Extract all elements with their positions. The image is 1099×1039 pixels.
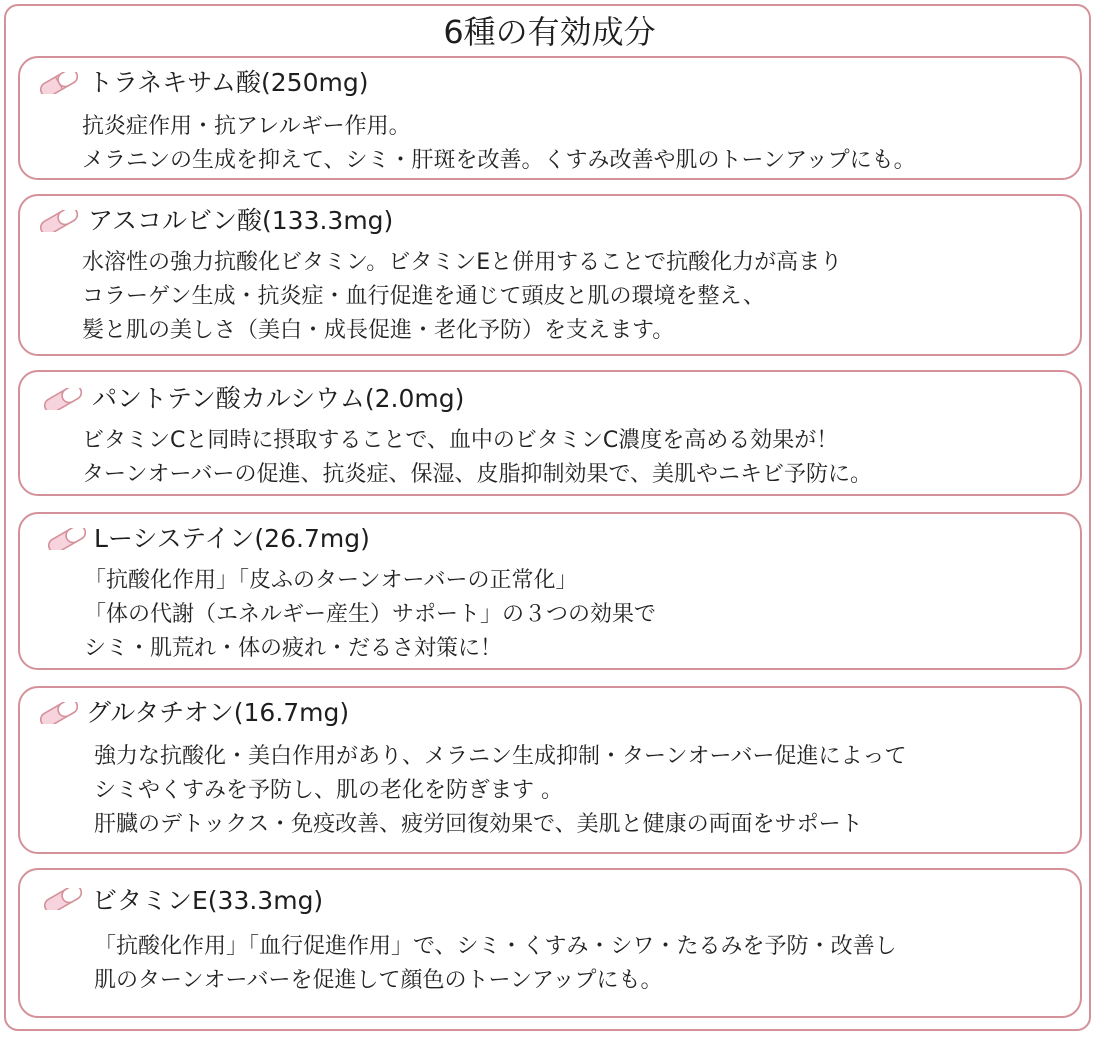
capsule-pill-icon	[36, 210, 82, 232]
description-line: 「体の代謝（エネルギー産生）サポート」の３つの効果で	[84, 602, 657, 627]
description-line: メラニンの生成を抑えて、シミ・肝斑を改善。くすみ改善や肌のトーンアップにも。	[82, 148, 916, 173]
ingredient-card-vitamin-e	[18, 868, 1082, 1018]
ingredient-description	[82, 246, 842, 348]
description-line: 水溶性の強力抗酸化ビタミン。ビタミンEと併用することで抗酸化力が高まり	[82, 250, 843, 275]
description-line: ターンオーバーの促進、抗炎症、保湿、皮脂抑制効果で、美肌やニキビ予防に。	[82, 462, 873, 487]
ingredient-title: パントテン酸カルシウム(2.0mg)	[92, 384, 465, 413]
capsule-pill-icon	[36, 72, 82, 94]
ingredient-description	[94, 930, 897, 998]
description-line: 強力な抗酸化・美白作用があり、メラニン生成抑制・ターンオーバー促進によって	[94, 744, 907, 769]
ingredient-description	[94, 740, 906, 842]
capsule-pill-icon	[44, 528, 90, 550]
capsule-pill-icon	[40, 888, 86, 910]
ingredient-title: トラネキサム酸(250mg)	[88, 68, 369, 97]
ingredient-card-tranexamic-acid	[18, 56, 1082, 180]
description-line: シミやくすみを予防し、肌の老化を防ぎます 。	[94, 778, 563, 803]
description-line: 「抗酸化作用」「血行促進作用」で、シミ・くすみ・シワ・たるみを予防・改善し	[94, 934, 897, 959]
description-line: 肌のターンオーバーを促進して顔色のトーンアップにも。	[94, 968, 663, 993]
description-line: 抗炎症作用・抗アレルギー作用。	[82, 114, 411, 139]
description-line: 肝臓のデトックス・免疫改善、疲労回復効果で、美肌と健康の両面をサポート	[94, 812, 863, 837]
capsule-pill-icon	[40, 388, 86, 410]
description-line: 「抗酸化作用」「皮ふのターンオーバーの正常化」	[84, 568, 578, 593]
ingredient-title: グルタチオン(16.7mg)	[86, 698, 350, 727]
ingredient-card-ascorbic-acid	[18, 194, 1082, 356]
ingredient-title: Lーシステイン(26.7mg)	[94, 524, 370, 553]
description-line: 髪と肌の美しさ（美白・成長促進・老化予防）を支えます。	[82, 318, 675, 343]
page-title: 6種の有効成分	[443, 13, 656, 51]
ingredient-title: ビタミンE(33.3mg)	[92, 886, 324, 915]
ingredient-description	[82, 110, 916, 178]
description-line: シミ・肌荒れ・体の疲れ・だるさ対策に！	[84, 636, 503, 661]
ingredient-card-l-cysteine	[18, 512, 1082, 670]
ingredient-description	[82, 424, 872, 492]
description-line: ビタミンCと同時に摂取することで、血中のビタミンC濃度を高める効果が！	[82, 428, 839, 453]
ingredient-description	[84, 564, 656, 666]
description-line: コラーゲン生成・抗炎症・血行促進を通じて頭皮と肌の環境を整え、	[82, 284, 765, 309]
ingredient-title: アスコルビン酸(133.3mg)	[88, 206, 394, 235]
capsule-pill-icon	[36, 702, 82, 724]
ingredient-card-calcium-pantothenate	[18, 370, 1082, 496]
ingredient-card-glutathione	[18, 686, 1082, 854]
